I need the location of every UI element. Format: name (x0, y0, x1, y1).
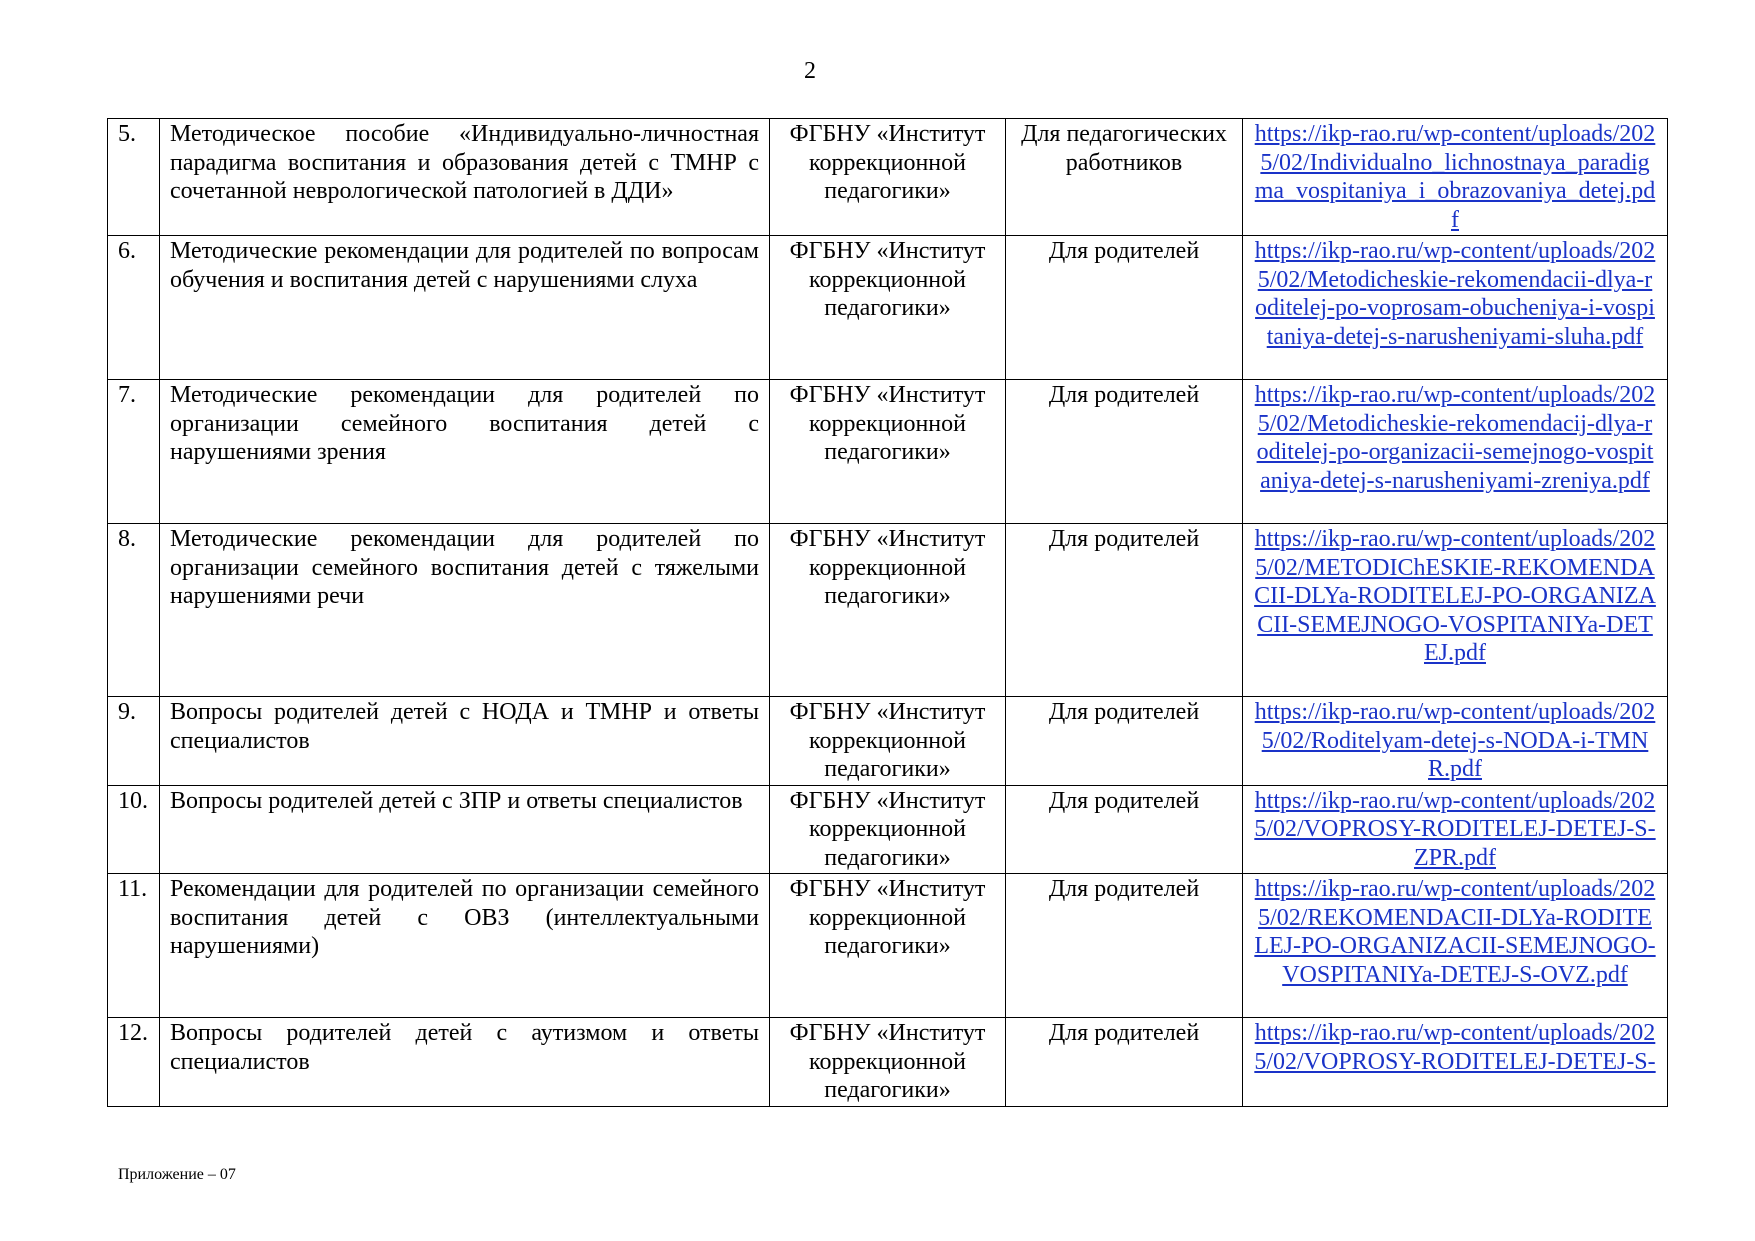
resource-title: Методические рекомендации для родителей по вопросам обучения и воспитания детей с нарушениями слуха (160, 236, 770, 380)
resource-audience: Для родителей (1006, 524, 1243, 697)
resource-link-cell (1243, 1018, 1668, 1107)
resource-organization: ФГБНУ «Институт коррекционной педагогики» (770, 524, 1006, 697)
resource-organization: ФГБНУ «Институт коррекционной педагогики» (770, 1018, 1006, 1107)
resource-title: Вопросы родителей детей с аутизмом и ответы специалистов (160, 1018, 770, 1107)
resource-title: Методические рекомендации для родителей по организации семейного воспитания детей с нарушениями зрения (160, 380, 770, 524)
resource-link[interactable]: https://ikp-rao.ru/wp-content/uploads/2025/02/Metodicheskie-rekomendacii-dlya-roditelej-po-voprosam-obucheniya-i-vospitaniya-detej-s-narusheniyami-sluha.pdf (1254, 238, 1656, 350)
resource-organization: ФГБНУ «Институт коррекционной педагогики» (770, 119, 1006, 236)
resource-audience: Для родителей (1006, 785, 1243, 874)
resource-audience: Для родителей (1006, 697, 1243, 786)
resource-link[interactable]: https://ikp-rao.ru/wp-content/uploads/2025/02/REKOMENDACII-DLYa-RODITELEJ-PO-ORGANIZACII-SEMEJNOGO-VOSPITANIYa-DETEJ-S-OVZ.pdf (1254, 876, 1656, 988)
resource-organization: ФГБНУ «Институт коррекционной педагогики» (770, 874, 1006, 1018)
resource-link[interactable]: https://ikp-rao.ru/wp-content/uploads/2025/02/METODIChESKIE-REKOMENDACII-DLYa-RODITELEJ-PO-ORGANIZACII-SEMEJNOGO-VOSPITANIYa-DETEJ.pdf (1254, 526, 1656, 666)
resource-link[interactable]: https://ikp-rao.ru/wp-content/uploads/2025/02/Roditelyam-detej-s-NODA-i-TMNR.pdf (1254, 699, 1656, 782)
resource-title: Методические рекомендации для родителей по организации семейного воспитания детей с тяжелыми нарушениями речи (160, 524, 770, 697)
table-row (108, 524, 1668, 697)
resource-title: Вопросы родителей детей с ЗПР и ответы специалистов (160, 785, 770, 874)
resource-audience: Для родителей (1006, 236, 1243, 380)
table-row (108, 119, 1668, 236)
row-number: 11. (108, 874, 160, 1018)
resource-organization: ФГБНУ «Институт коррекционной педагогики» (770, 236, 1006, 380)
resource-link-cell (1243, 380, 1668, 524)
resource-audience: Для родителей (1006, 380, 1243, 524)
row-number: 5. (108, 119, 160, 236)
resource-link-cell (1243, 236, 1668, 380)
resource-title: Вопросы родителей детей с НОДА и ТМНР и ответы специалистов (160, 697, 770, 786)
resource-organization: ФГБНУ «Институт коррекционной педагогики» (770, 380, 1006, 524)
resource-title: Методическое пособие «Индивидуально-личностная парадигма воспитания и образования детей с ТМНР с сочетанной неврологической патологией в ДДИ» (160, 119, 770, 236)
resource-link-cell (1243, 874, 1668, 1018)
resource-title: Рекомендации для родителей по организации семейного воспитания детей с ОВЗ (интеллектуальными нарушениями) (160, 874, 770, 1018)
table-row (108, 1018, 1668, 1107)
resource-audience: Для родителей (1006, 874, 1243, 1018)
resource-link-cell (1243, 785, 1668, 874)
row-number: 12. (108, 1018, 160, 1107)
table-row (108, 874, 1668, 1018)
resource-link[interactable]: https://ikp-rao.ru/wp-content/uploads/2025/02/Metodicheskie-rekomendacij-dlya-roditelej-po-organizacii-semejnogo-vospitaniya-detej-s-narusheniyami-zreniya.pdf (1254, 382, 1656, 494)
resource-audience: Для педагогических работников (1006, 119, 1243, 236)
table-row (108, 380, 1668, 524)
row-number: 6. (108, 236, 160, 380)
footer-annex-label: Приложение – 07 (118, 1166, 236, 1183)
resource-link[interactable]: https://ikp-rao.ru/wp-content/uploads/2025/02/VOPROSY-RODITELEJ-DETEJ-S-ZPR.pdf (1254, 787, 1656, 871)
resource-organization: ФГБНУ «Институт коррекционной педагогики» (770, 785, 1006, 874)
row-number: 9. (108, 697, 160, 786)
resource-link-cell (1243, 119, 1668, 236)
resources-table (107, 118, 1668, 1107)
resource-organization: ФГБНУ «Институт коррекционной педагогики» (770, 697, 1006, 786)
row-number: 10. (108, 785, 160, 874)
resource-link-cell (1243, 524, 1668, 697)
resource-audience: Для родителей (1006, 1018, 1243, 1107)
row-number: 8. (108, 524, 160, 697)
table-row (108, 236, 1668, 380)
resource-link[interactable]: https://ikp-rao.ru/wp-content/uploads/2025/02/VOPROSY-RODITELEJ-DETEJ-S- (1254, 1020, 1656, 1075)
table-row (108, 697, 1668, 786)
resource-link-cell (1243, 697, 1668, 786)
page-number: 2 (804, 58, 816, 84)
resource-link[interactable]: https://ikp-rao.ru/wp-content/uploads/2025/02/Individualno_lichnostnaya_paradigma_vospitaniya_i_obrazovaniya_detej.pdf (1254, 121, 1656, 233)
row-number: 7. (108, 380, 160, 524)
table-row (108, 785, 1668, 874)
